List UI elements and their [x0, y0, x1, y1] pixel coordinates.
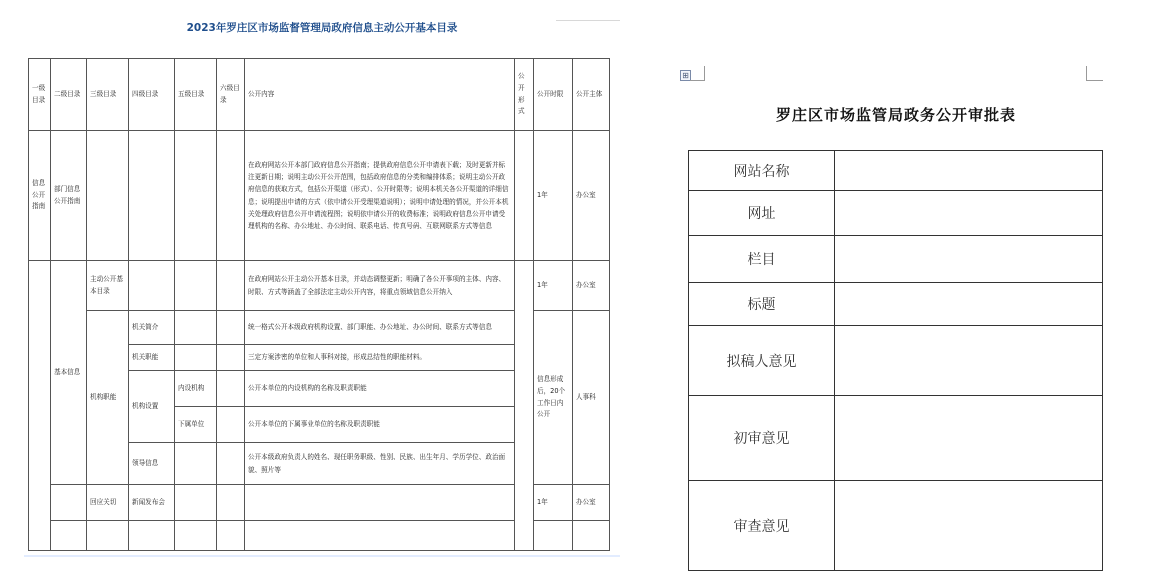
cell-level3: 回应关切: [87, 485, 129, 521]
header-cell: 公开主体: [573, 59, 610, 131]
page-edge: [24, 555, 620, 557]
table-row: [689, 396, 1103, 481]
cell-content: 在政府网站公开本部门政府信息公开指南；提供政府信息公开申请表下载；及时更新并标注更新日期；说明主动公开公开范围，包括政府信息的分类和编排体系；说明主动公开政府信息的获取方式，包括公开渠道（形式）、公开时限等；说明本机关各公开渠道的详细信息；说明提出申请的方式（依申请公开受理渠道说明）；说明申请处理的情况，并公开本机关处理政府信息公开申请流程图；说明依申请公开的收费标准；说明政府信息公开申请受理机构的名称、办公地址、办公时间、联系电话、传真号码、互联网联系方式等信息: [245, 131, 515, 261]
header-cell: 三级目录: [87, 59, 129, 131]
header-cell: 二级目录: [51, 59, 87, 131]
cell-level2: 部门信息公开指南: [51, 131, 87, 261]
cell-subject: 办公室: [573, 485, 610, 521]
cell-content: 统一格式公开本级政府机构设置、部门职能、办公地址、办公时间、联系方式等信息: [245, 311, 515, 345]
cell-level3: 机构职能: [87, 311, 129, 485]
cell-content: 公开本级政府负责人的姓名、现任职务职级、性别、民族、出生年月、学历学位、政治面貌、照片等: [245, 443, 515, 485]
cell-level1: 信息公开指南: [29, 131, 51, 261]
table-row: [689, 191, 1103, 236]
row-value[interactable]: [835, 326, 1103, 396]
cell-subject: 办公室: [573, 261, 610, 311]
row-value[interactable]: [835, 283, 1103, 326]
cell-content: 三定方案涉密的单位和人事科对接，形成总结性的职能材料。: [245, 345, 515, 371]
cell-content: 在政府网站公开主动公开基本目录，并动态调整更新；明确了各公开事项的主体、内容、时限、方式等涵盖了全部法定主动公开内容，将重点领域信息公开纳入: [245, 261, 515, 311]
row-label: 栏目: [689, 236, 835, 283]
table-row: [689, 481, 1103, 571]
cell-level2: 基本信息: [51, 261, 87, 485]
margin-corner-mark: [690, 66, 705, 81]
row-label: 初审意见: [689, 396, 835, 481]
header-cell: 公开时限: [534, 59, 573, 131]
cell-level5: 下属单位: [175, 407, 217, 443]
header-cell: 五级目录: [175, 59, 217, 131]
cell-level4: 新闻发布会: [129, 485, 175, 521]
cell-level4: 机关职能: [129, 345, 175, 371]
cell-level3: 主动公开基本目录: [87, 261, 129, 311]
table-row: [689, 326, 1103, 396]
row-value[interactable]: [835, 396, 1103, 481]
cell-time: 1年: [534, 261, 573, 311]
row-value[interactable]: [835, 236, 1103, 283]
header-cell: 六级目录: [217, 59, 245, 131]
cell-time: 信息形成后，20个工作日内公开: [534, 311, 573, 485]
approval-title: 罗庄区市场监管局政务公开审批表: [775, 106, 1016, 124]
cell-time: 1年: [534, 485, 573, 521]
row-value[interactable]: [835, 191, 1103, 236]
header-cell: 四级目录: [129, 59, 175, 131]
cell-subject: 人事科: [573, 311, 610, 485]
row-label: 网址: [689, 191, 835, 236]
table-move-icon[interactable]: ⊞: [680, 70, 691, 81]
cell-level4: 机关简介: [129, 311, 175, 345]
approval-table: [688, 150, 1103, 571]
cell-subject: 办公室: [573, 131, 610, 261]
header-rule: [556, 20, 620, 21]
table-row: [29, 131, 610, 261]
header-cell: 公开形式: [515, 59, 534, 131]
table-row: [689, 236, 1103, 283]
row-value[interactable]: [835, 151, 1103, 191]
table-header-row: [29, 59, 610, 131]
row-label: 拟稿人意见: [689, 326, 835, 396]
header-cell: 一级目录: [29, 59, 51, 131]
directory-title: 2023年罗庄区市场监督管理局政府信息主动公开基本目录: [186, 22, 458, 34]
header-cell: 公开内容: [245, 59, 515, 131]
table-row: [29, 261, 610, 311]
row-value[interactable]: [835, 481, 1103, 571]
approval-document: [676, 0, 1116, 576]
row-label: 审查意见: [689, 481, 835, 571]
cell-level4: 领导信息: [129, 443, 175, 485]
directory-document: [24, 0, 620, 576]
table-row: [689, 283, 1103, 326]
row-label: 标题: [689, 283, 835, 326]
cell-level5: 内设机构: [175, 371, 217, 407]
cell-level4: 机构设置: [129, 371, 175, 443]
row-label: 网站名称: [689, 151, 835, 191]
margin-corner-mark: [1086, 66, 1103, 81]
cell-content: 公开本单位的下属事业单位的名称及职责职能: [245, 407, 515, 443]
directory-table: [28, 58, 610, 551]
cell-content: 公开本单位的内设机构的名称及职责职能: [245, 371, 515, 407]
cell-time: 1年: [534, 131, 573, 261]
table-row: [689, 151, 1103, 191]
